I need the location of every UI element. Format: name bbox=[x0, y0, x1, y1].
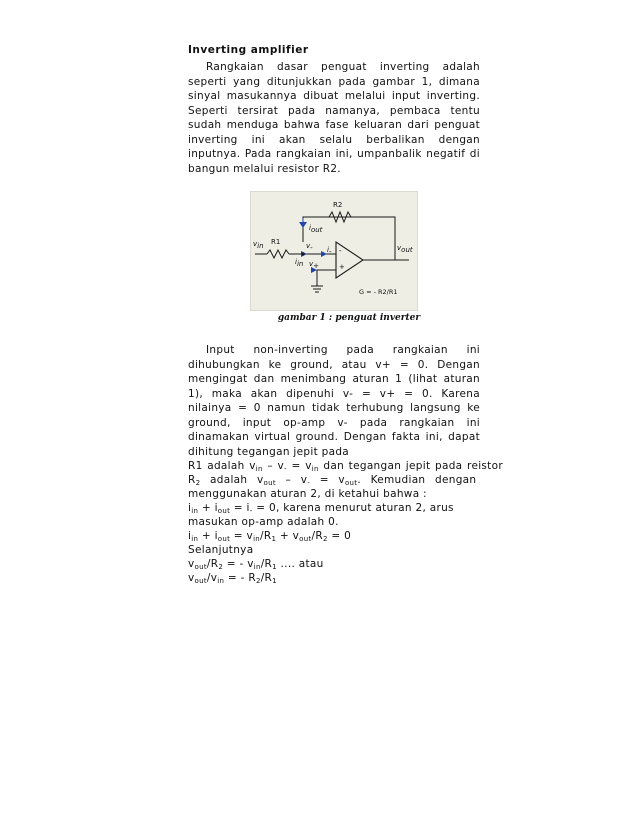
plus-terminal-label: + bbox=[339, 263, 345, 271]
aturan-line: menggunakan aturan 2, di ketahui bahwa : bbox=[188, 488, 427, 500]
intro-paragraph: Rangkaian dasar penguat inverting adalah seperti yang ditunjukkan pada gambar 1, dimana sinyal masukannya dibuat melalui input inverting. Seperti tersirat pada namanya, pembaca tentu sudah menduga bahwa fase keluaran dari penguat inverting ini akan selalu berbalikan dengan inputnya. Pada rangkaian ini, umpanbalik negatif di bangun melalui resistor R2. bbox=[188, 61, 480, 175]
circuit-figure bbox=[250, 191, 418, 311]
r2-label: R2 bbox=[333, 201, 343, 209]
masukan-line: masukan op-amp adalah 0. bbox=[188, 516, 339, 528]
document-page bbox=[188, 44, 503, 585]
minus-terminal-label: - bbox=[339, 247, 342, 255]
equation-4: $v_{out}/v_{in}$ = - $R_2/R_1$ bbox=[188, 572, 277, 585]
iminus-label: $i_-$ bbox=[327, 246, 332, 256]
vin-label: $v_{in}$ bbox=[253, 240, 264, 250]
vout-label: $v_{out}$ bbox=[397, 244, 413, 254]
equation-1: $i_{in} + i_{out} = i_- = 0$, karena menurut aturan 2, arus bbox=[188, 502, 454, 515]
r1-label: R1 bbox=[271, 238, 281, 246]
iout-label: $i_{out}$ bbox=[309, 224, 323, 234]
equation-3: $v_{out}/R_2$ = - $v_{in}/R_1$ .... atau bbox=[188, 558, 324, 571]
vminus-label: $v_-$ bbox=[306, 242, 313, 252]
figure-caption: gambar 1 : penguat inverter bbox=[277, 313, 421, 323]
junction-dot bbox=[301, 252, 304, 255]
gain-label: G = - R2/R1 bbox=[359, 288, 398, 296]
equation-2: $i_{in} + i_{out} = v_{in}/R_1 + v_{out}/R_2 = 0$ bbox=[188, 530, 352, 543]
section-heading: Inverting amplifier bbox=[188, 44, 309, 56]
r1-voltage-line: R1 adalah $v_{in} - v_- = v_{in}$ dan tegangan jepit pada reistor bbox=[188, 460, 503, 473]
iin-label: $i_{in}$ bbox=[295, 258, 304, 268]
analysis-paragraph: Input non-inverting pada rangkaian ini dihubungkan ke ground, atau v+ = 0. Dengan mengingat dan menimbang aturan 1 (lihat aturan 1), maka akan dipenuhi v- = v+ = 0. Karena nilainya = 0 namun tidak terhubung langsung ke ground, input op-amp v- pada rangkaian ini dinamakan virtual ground. Dengan fakta ini, dapat dihitung tegangan jepit pada bbox=[188, 344, 480, 458]
vplus-label: $v_+$ bbox=[309, 260, 320, 270]
r1-resistor bbox=[267, 250, 289, 258]
noninverting-wire bbox=[317, 270, 336, 286]
r2-voltage-line: $R_2$ adalah $v_{out} - v_- = v_{out}$. Kemudian dengan bbox=[188, 474, 477, 487]
selanjutnya-line: Selanjutnya bbox=[188, 544, 254, 556]
